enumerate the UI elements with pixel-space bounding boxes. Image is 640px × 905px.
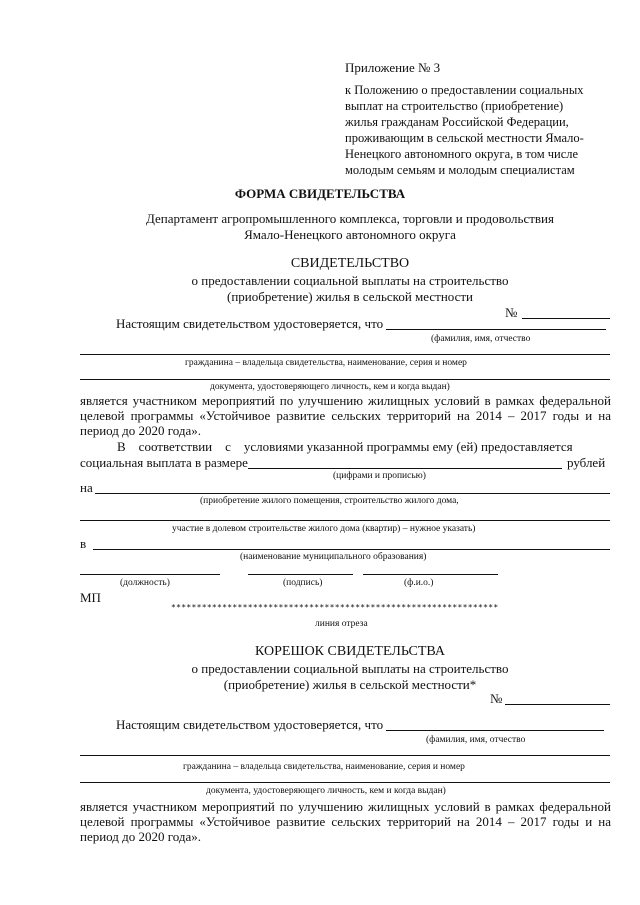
municipality-field[interactable] [93, 549, 610, 550]
position-caption: (должность) [120, 578, 170, 588]
department-line-2: Ямало-Ненецкого автономного округа [244, 227, 456, 242]
purpose-field-2[interactable] [80, 520, 610, 521]
stub-participant-line: целевой программы «Устойчивое развитие сельских территорий на 2014 – 2017 годы и на [80, 814, 611, 829]
municipality-caption: (наименование муниципального образования) [240, 552, 427, 562]
appendix-line: проживающим в сельской местности Ямало- [345, 131, 584, 145]
stub-fio-caption: (фамилия, имя, отчество [426, 735, 526, 745]
stub-participant-line: является участником мероприятий по улучшению жилищных условий в рамках федеральной [80, 799, 611, 814]
certificate-title: СВИДЕТЕЛЬСТВО [290, 256, 410, 271]
stub-subtitle-2: (приобретение) жилья в сельской местности* [223, 677, 477, 692]
participant-line: является участником мероприятий по улучшению жилищных условий в рамках федеральной [80, 393, 611, 408]
participant-line: период до 2020 года». [80, 423, 202, 438]
signature-caption: (подпись) [283, 578, 323, 588]
fio-field[interactable] [386, 329, 606, 330]
stub-fio-field[interactable] [386, 730, 604, 731]
signature-field[interactable] [248, 574, 353, 575]
certificate-number-field[interactable] [522, 318, 610, 319]
name-field[interactable] [363, 574, 498, 575]
citizen-caption: гражданина – владельца свидетельства, наименование, серия и номер [185, 358, 467, 368]
fio-caption: (фамилия, имя, отчество [431, 334, 531, 344]
appendix-line: молодым семьям и молодым специалистам [345, 163, 575, 177]
document-field[interactable] [80, 379, 610, 380]
appendix-line: выплат на строительство (приобретение) [345, 99, 564, 113]
stub-attest-text: Настоящим свидетельством удостоверяется, что [116, 717, 384, 732]
purpose-field[interactable] [95, 493, 610, 494]
name-caption: (ф.и.о.) [404, 578, 434, 588]
stub-citizen-field[interactable] [80, 755, 610, 756]
stub-document-caption: документа, удостоверяющего личность, кем и когда выдан) [206, 786, 446, 796]
stub-participant-paragraph [80, 799, 611, 844]
rubles-label: рублей [567, 455, 606, 470]
accord-text: В соответствии с условиями указанной программы ему (ей) предоставляется [117, 439, 573, 454]
attest-text: Настоящим свидетельством удостоверяется, что [116, 316, 384, 331]
document-caption: документа, удостоверяющего личность, кем и когда выдан) [210, 382, 450, 392]
certificate-subtitle-2: (приобретение) жилья в сельской местности [226, 289, 474, 304]
certificate-subtitle-1: о предоставлении социальной выплаты на строительство [191, 273, 509, 288]
payment-label: социальная выплата в размере [80, 455, 248, 470]
stub-number-label: № [490, 691, 503, 706]
appendix-title: Приложение № 3 [345, 60, 441, 75]
cut-line-label: линия отреза [315, 619, 368, 629]
appendix-line: жилья гражданам Российской Федерации, [345, 115, 569, 129]
appendix-line: к Положению о предоставлении социальных [345, 83, 584, 97]
appendix-line: Ненецкого автономного округа, в том числе [345, 147, 579, 161]
participant-line: целевой программы «Устойчивое развитие сельских территорий на 2014 – 2017 годы и на [80, 408, 611, 423]
stub-citizen-caption: гражданина – владельца свидетельства, наименование, серия и номер [183, 762, 465, 772]
form-title: ФОРМА СВИДЕТЕЛЬСТВА [234, 186, 406, 201]
stub-number-field[interactable] [505, 704, 610, 705]
in-label: в [80, 536, 87, 551]
payment-amount-field[interactable] [248, 468, 562, 469]
certificate-number-label: № [505, 305, 518, 320]
on-label: на [80, 480, 93, 495]
seal-label: МП [80, 590, 101, 605]
stub-document-field[interactable] [80, 782, 610, 783]
shared-caption: участие в долевом строительстве жилого дома (квартир) – нужное указать) [172, 524, 476, 534]
purpose-caption: (приобретение жилого помещения, строительство жилого дома, [200, 496, 459, 506]
participant-paragraph [80, 393, 611, 438]
stub-participant-line: период до 2020 года». [80, 829, 202, 844]
department-line-1: Департамент агропромышленного комплекса, торговли и продовольствия [145, 211, 554, 226]
position-field[interactable] [80, 574, 220, 575]
citizen-field[interactable] [80, 354, 610, 355]
cut-line-stars: **************************************************************** [171, 603, 499, 612]
stub-subtitle-1: о предоставлении социальной выплаты на строительство [191, 661, 509, 676]
stub-title: КОРЕШОК СВИДЕТЕЛЬСТВА [255, 644, 445, 659]
amount-caption: (цифрами и прописью) [333, 471, 426, 481]
